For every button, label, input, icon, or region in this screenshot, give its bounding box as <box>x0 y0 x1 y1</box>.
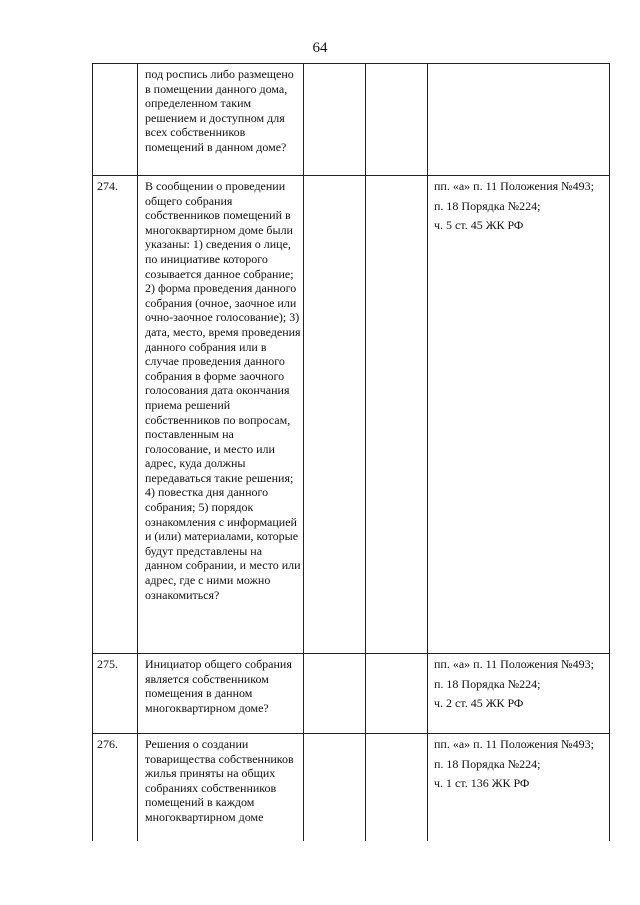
checklist-table <box>92 63 610 841</box>
table-row <box>93 654 610 734</box>
legal-reference: ч. 2 ст. 45 ЖК РФ <box>434 696 524 711</box>
row-number: 274. <box>93 176 138 654</box>
legal-reference: ч. 1 ст. 136 ЖК РФ <box>434 776 530 791</box>
answer-cell <box>304 734 366 842</box>
question-text: под роспись либо размещено в помещении данного дома, определенном таким решением и доступном для всех собственников помещений в данном доме? <box>138 64 304 176</box>
answer-cell <box>366 176 428 654</box>
question-text: Решения о создании товарищества собственников жилья приняты на общих собраниях собственников помещений в каждом многоквартирном доме <box>138 734 304 842</box>
row-number <box>93 64 138 176</box>
table-row <box>93 176 610 654</box>
legal-reference-cell <box>428 176 610 654</box>
legal-reference: пп. «а» п. 11 Положения №493; <box>434 179 594 193</box>
page-number: 64 <box>312 40 328 56</box>
legal-reference: ч. 5 ст. 45 ЖК РФ <box>434 218 524 233</box>
answer-cell <box>304 654 366 734</box>
answer-cell <box>366 64 428 176</box>
legal-reference: п. 18 Порядка №224; <box>434 676 541 691</box>
table-row <box>93 64 610 176</box>
table-row <box>93 734 610 842</box>
answer-cell <box>366 734 428 842</box>
answer-cell <box>366 654 428 734</box>
answer-cell <box>304 64 366 176</box>
legal-reference-cell <box>428 734 610 842</box>
legal-reference: п. 18 Порядка №224; <box>434 756 541 771</box>
legal-reference: п. 18 Порядка №224; <box>434 198 541 213</box>
legal-reference: пп. «а» п. 11 Положения №493; <box>434 737 594 751</box>
question-text: Инициатор общего собрания является собственником помещения в данном многоквартирном доме? <box>138 654 304 734</box>
row-number: 276. <box>93 734 138 842</box>
legal-reference: пп. «а» п. 11 Положения №493; <box>434 657 594 671</box>
legal-reference-cell <box>428 654 610 734</box>
question-text: В сообщении о проведении общего собрания собственников помещений в многоквартирном доме были указаны: 1) сведения о лице, по инициативе которого созывается данное собрание; 2) форма проведения данного собрания (очное, заочное или очно-заочное голосование); 3) дата, место, время проведения данного собрания или в случае проведения данного собрания в форме заочного голосования дата окончания приема решений собственников по вопросам, поставленным на голосование, и место или адрес, куда должны передаваться такие решения; 4) повестка дня данного собрания; 5) порядок ознакомления с информацией и (или) материалами, которые будут представлены на данном собрании, и место или адрес, где с ними можно ознакомиться? <box>138 176 304 654</box>
row-number: 275. <box>93 654 138 734</box>
answer-cell <box>304 176 366 654</box>
legal-reference-cell <box>428 64 610 176</box>
